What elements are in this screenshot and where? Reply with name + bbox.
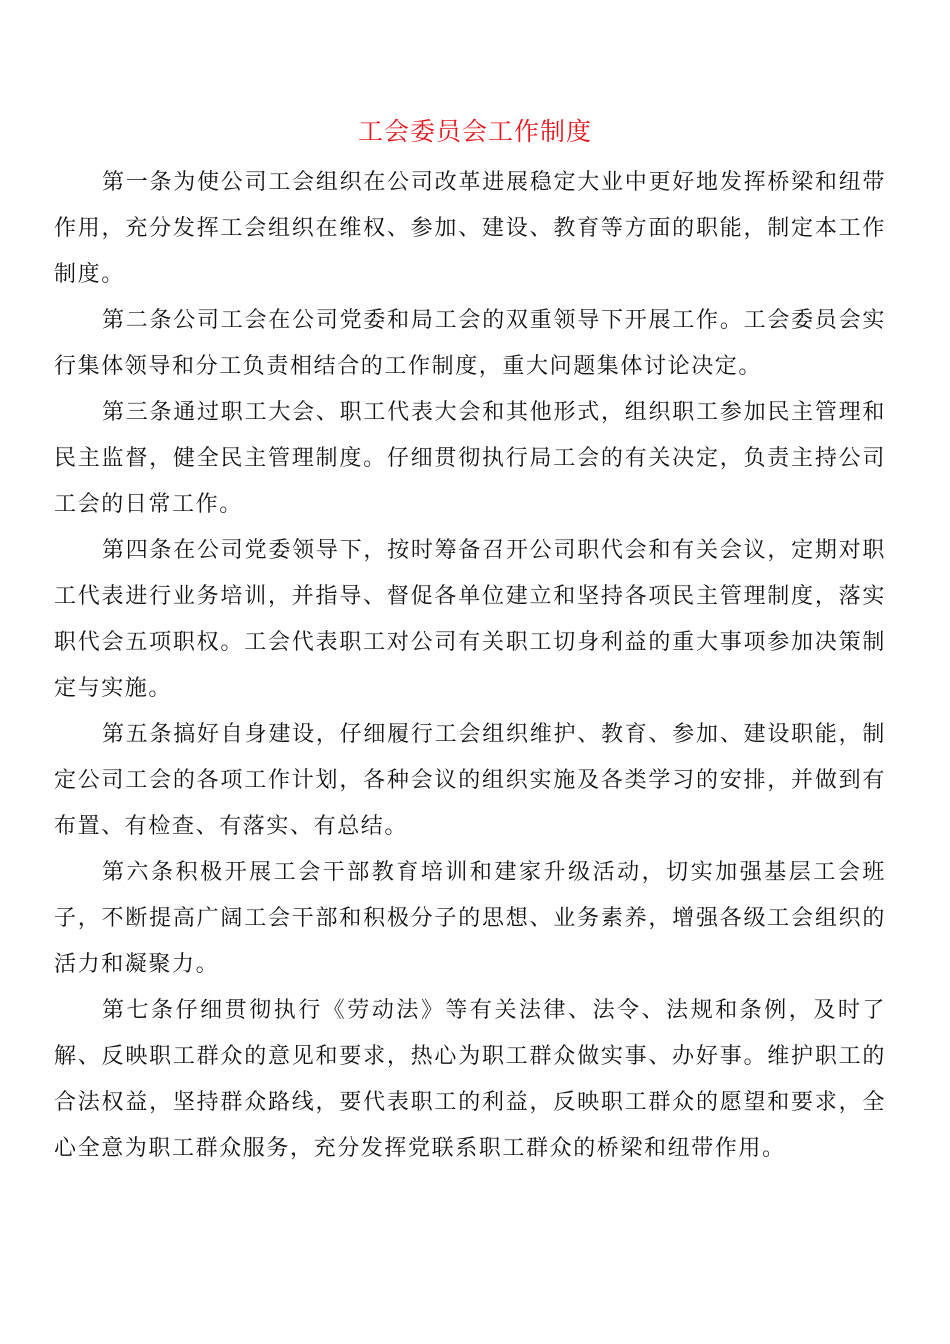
article-5: 第五条搞好自身建设，仔细履行工会组织维护、教育、参加、建设职能，制定公司工会的各项工作计划，各种会议的组织实施及各类学习的安排，并做到有布置、有检查、有落实、有总结。 — [54, 722, 886, 839]
article-7: 第七条仔细贯彻执行《劳动法》等有关法律、法令、法规和条例，及时了解、反映职工群众的意见和要求，热心为职工群众做实事、办好事。维护职工的合法权益，坚持群众路线，要代表职工的利益，反映职工群众的愿望和要求，全心全意为职工群众服务，充分发挥党联系职工群众的桥梁和纽带作用。 — [54, 998, 886, 1161]
document-title: 工会委员会工作制度 — [357, 117, 592, 146]
article-6: 第六条积极开展工会干部教育培训和建家升级活动，切实加强基层工会班子，不断提高广阔工会干部和积极分子的思想、业务素养，增强各级工会组织的活力和凝聚力。 — [54, 860, 886, 977]
article-2: 第二条公司工会在公司党委和局工会的双重领导下开展工作。工会委员会实行集体领导和分工负责相结合的工作制度，重大问题集体讨论决定。 — [54, 308, 886, 379]
article-3: 第三条通过职工大会、职工代表大会和其他形式，组织职工参加民主管理和民主监督，健全民主管理制度。仔细贯彻执行局工会的有关决定，负责主持公司工会的日常工作。 — [54, 400, 886, 517]
article-4: 第四条在公司党委领导下，按时筹备召开公司职代会和有关会议，定期对职工代表进行业务培训，并指导、督促各单位建立和坚持各项民主管理制度，落实职代会五项职权。工会代表职工对公司有关职工切身利益的重大事项参加决策制定与实施。 — [54, 538, 886, 701]
article-1: 第一条为使公司工会组织在公司改革进展稳定大业中更好地发挥桥梁和纽带作用，充分发挥工会组织在维权、参加、建设、教育等方面的职能，制定本工作制度。 — [54, 170, 886, 287]
